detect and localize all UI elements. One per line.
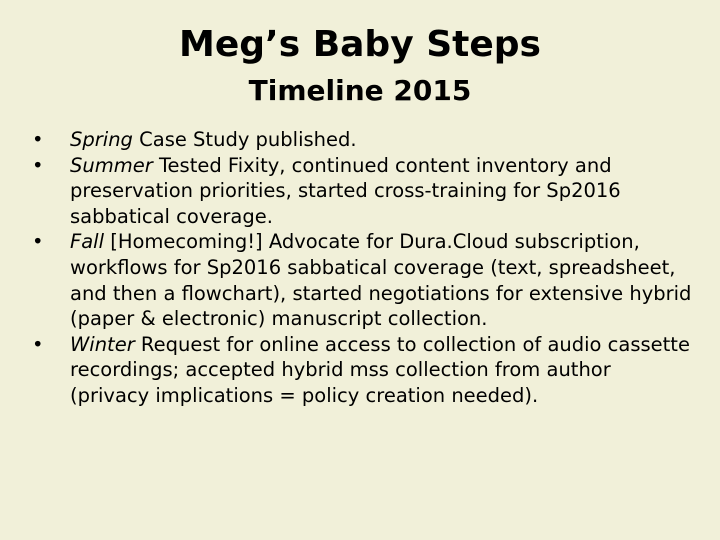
bullet-marker: • — [32, 230, 44, 254]
title-block — [0, 20, 720, 110]
bullet-list — [32, 127, 692, 409]
slide-subtitle: Timeline 2015 — [248, 74, 472, 107]
slide-title: Meg’s Baby Steps — [179, 24, 541, 65]
season-label: Summer — [70, 153, 153, 177]
bullet-marker: • — [32, 332, 44, 356]
bullet-text: Case Study published. — [132, 128, 357, 151]
bullet-text: [Homecoming!] Advocate for Dura.Cloud subscription, workflows for Sp2016 sabbatical coverage (text, spreadsheet, and then a flowchart), started negotiations for extensive hybrid (paper & electronic) manuscript collection. — [70, 230, 692, 331]
bullet-marker: • — [32, 128, 44, 151]
season-label: Fall — [70, 230, 105, 254]
bullet-fall — [32, 229, 692, 331]
bullet-summer — [32, 153, 692, 230]
bullet-spring — [32, 127, 692, 153]
bullet-text: Request for online access to collection of audio cassette recordings; accepted hybrid mss collection from author (privacy implications = policy creation needed). — [70, 332, 690, 407]
bullet-winter — [32, 332, 692, 409]
bullet-text: Tested Fixity, continued content inventory and preservation priorities, started cross-training for Sp2016 sabbatical coverage. — [70, 153, 621, 228]
season-label: Winter — [70, 332, 135, 356]
season-label: Spring — [70, 128, 133, 151]
bullet-marker: • — [32, 153, 44, 177]
